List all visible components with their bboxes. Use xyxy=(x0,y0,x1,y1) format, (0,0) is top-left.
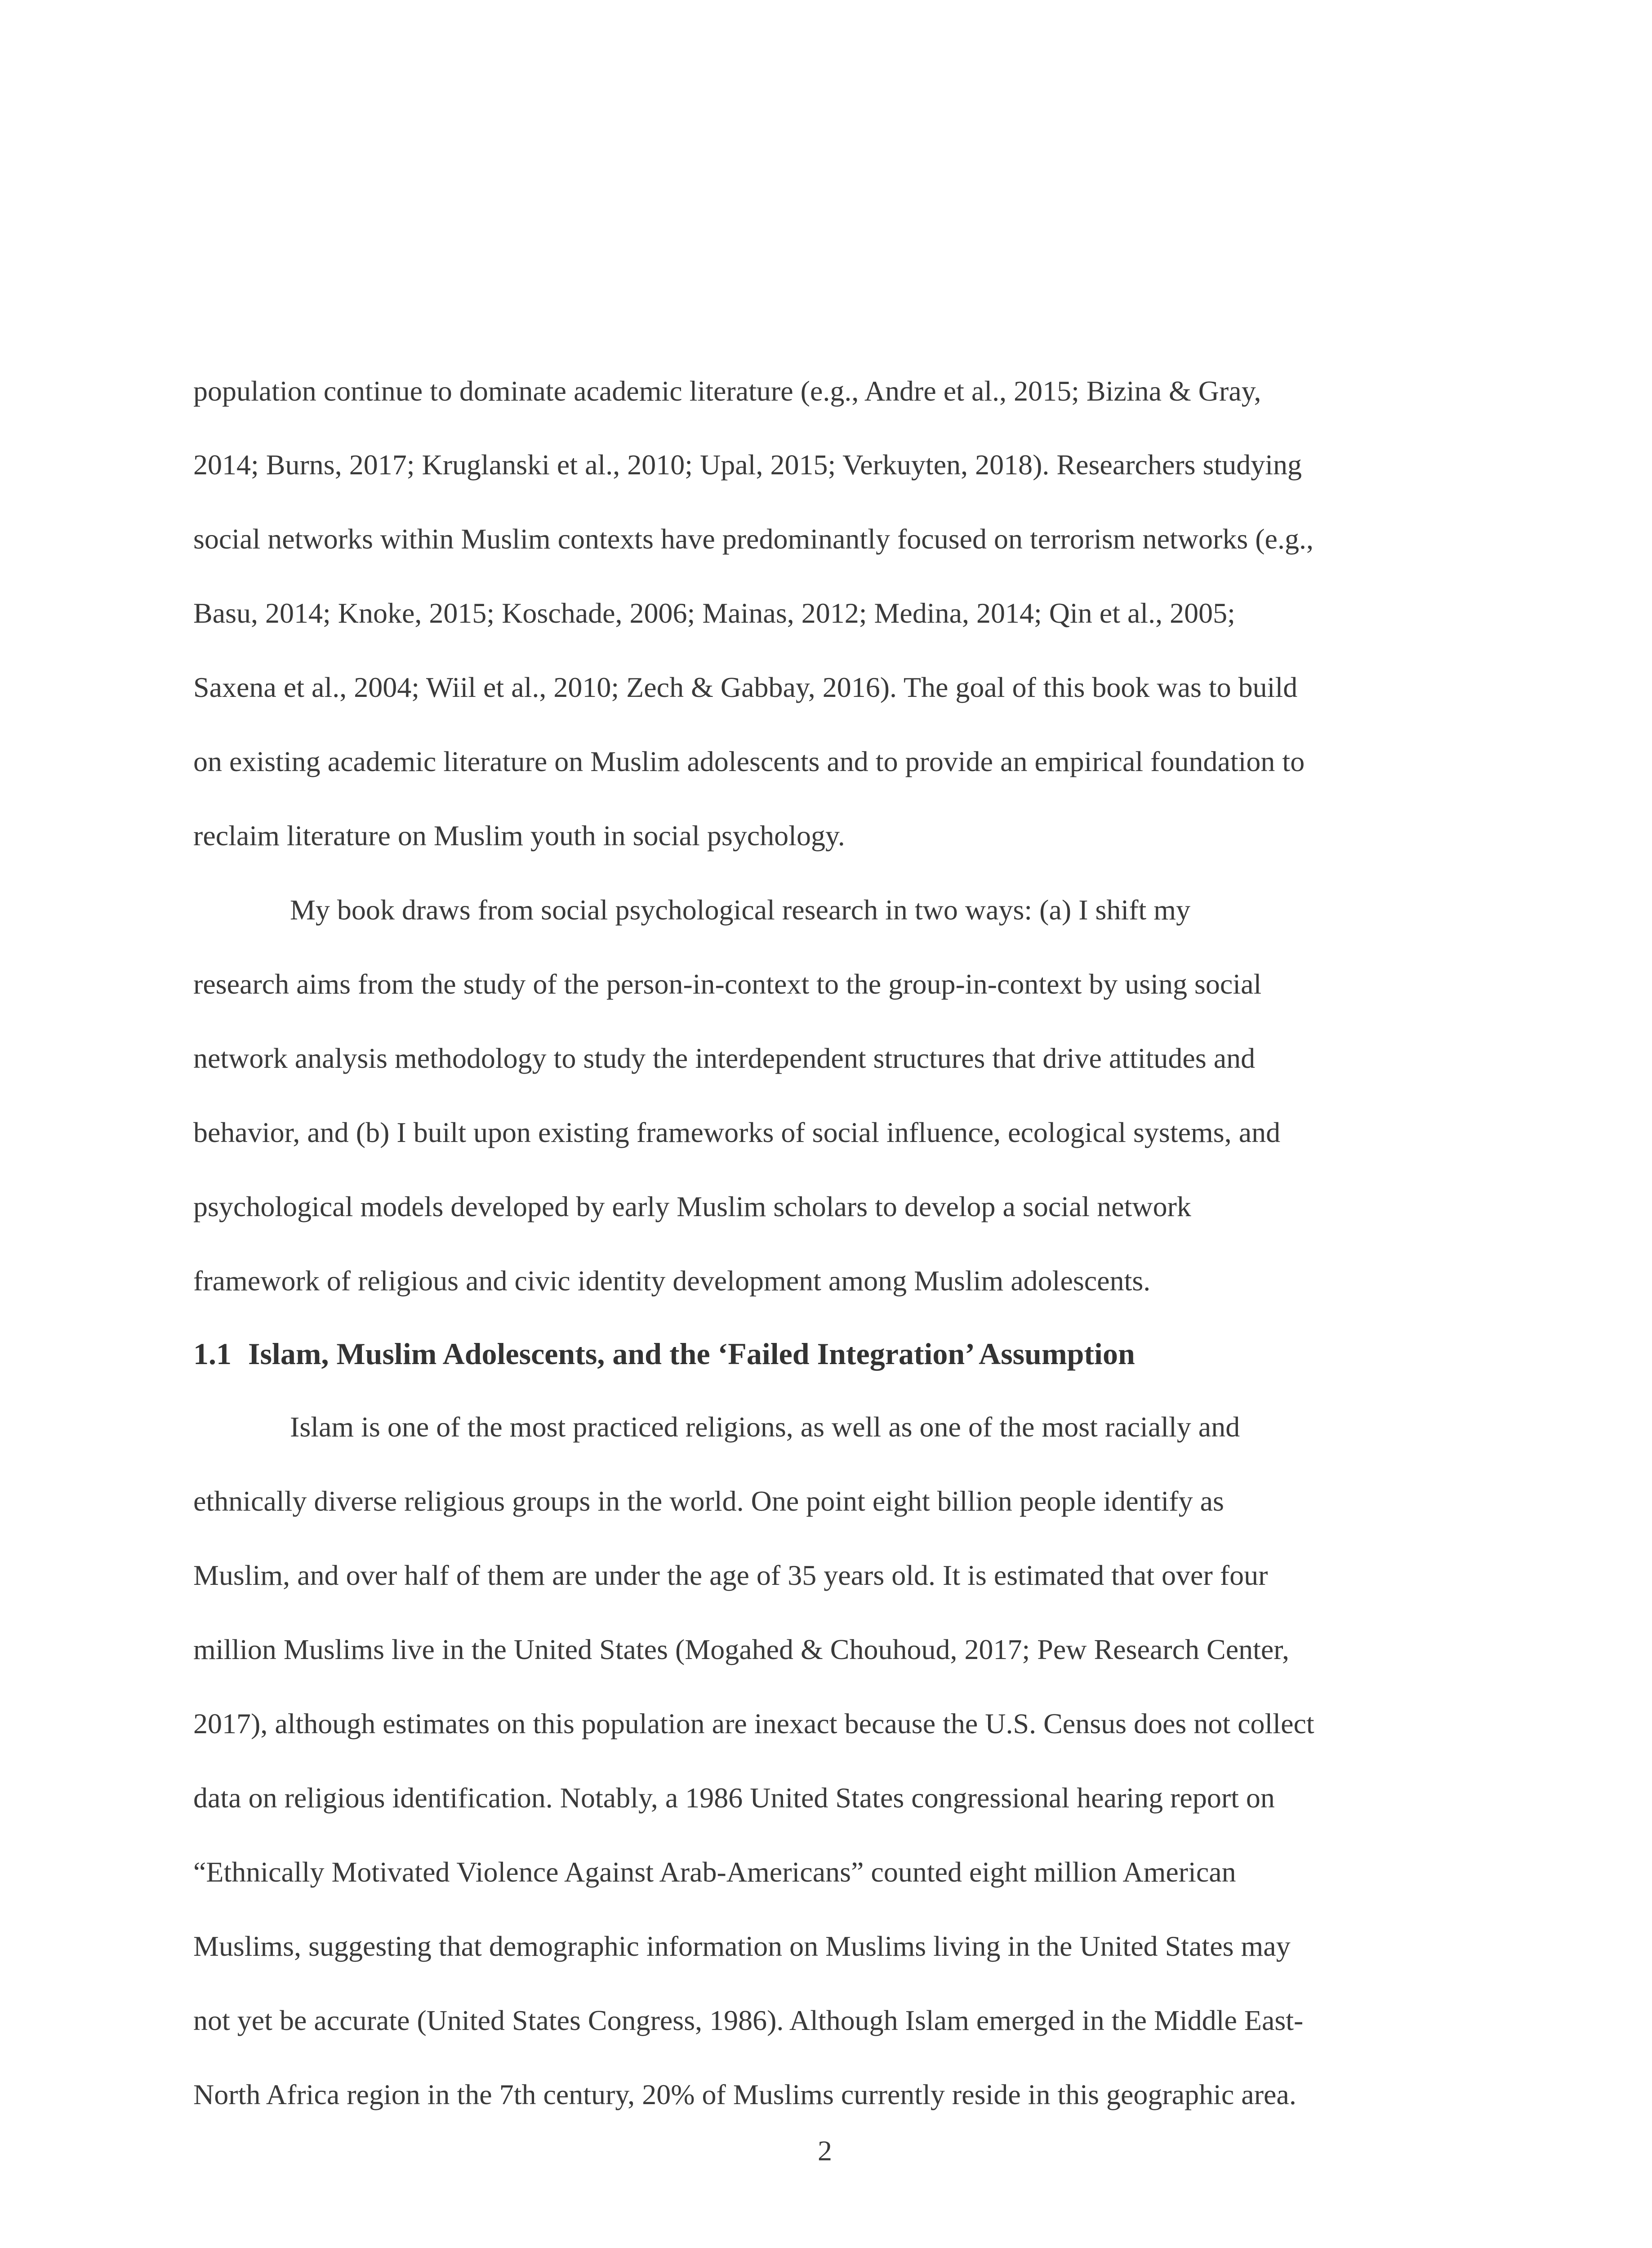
paragraph-1-line-1: population continue to dominate academic literature (e.g., Andre et al., 2015; Bizina & Gray, xyxy=(193,375,1261,407)
paragraph-3-line-4: million Muslims live in the United States (Mogahed & Chouhoud, 2017; Pew Research Center, xyxy=(193,1633,1290,1665)
paragraph-2-line-4: behavior, and (b) I built upon existing frameworks of social influence, ecological systems, and xyxy=(193,1116,1281,1148)
paragraph-1-line-4: Basu, 2014; Knoke, 2015; Koschade, 2006; Mainas, 2012; Medina, 2014; Qin et al., 2005; xyxy=(193,597,1235,629)
paragraph-1-line-2: 2014; Burns, 2017; Kruglanski et al., 2010; Upal, 2015; Verkuyten, 2018). Researchers studying xyxy=(193,449,1302,481)
paragraph-3-line-10: North Africa region in the 7th century, 20% of Muslims currently reside in this geographic area. xyxy=(193,2079,1296,2110)
paragraph-3-line-6: data on religious identification. Notably, a 1986 United States congressional hearing report on xyxy=(193,1782,1275,1814)
paragraph-1-line-6: on existing academic literature on Muslim adolescents and to provide an empirical foundation to xyxy=(193,745,1305,777)
paragraph-2-line-6: framework of religious and civic identity development among Muslim adolescents. xyxy=(193,1265,1151,1297)
paragraph-3-line-5: 2017), although estimates on this population are inexact because the U.S. Census does not collect xyxy=(193,1708,1314,1740)
section-heading xyxy=(193,1338,1135,1369)
paragraph-2-line-2: research aims from the study of the person-in-context to the group-in-context by using social xyxy=(193,968,1262,1000)
paragraph-3-line-8: Muslims, suggesting that demographic information on Muslims living in the United States may xyxy=(193,1930,1291,1962)
paragraph-1-line-3: social networks within Muslim contexts have predominantly focused on terrorism networks (e.g., xyxy=(193,523,1314,555)
paragraph-2-line-1: My book draws from social psychological research in two ways: (a) I shift my xyxy=(290,894,1191,926)
page-number: 2 xyxy=(818,2135,832,2167)
paragraph-3-line-3: Muslim, and over half of them are under the age of 35 years old. It is estimated that over four xyxy=(193,1559,1268,1591)
paragraph-1-line-7: reclaim literature on Muslim youth in social psychology. xyxy=(193,820,845,852)
section-number: 1.1 xyxy=(193,1337,232,1371)
paragraph-3-line-2: ethnically diverse religious groups in the world. One point eight billion people identify as xyxy=(193,1485,1224,1517)
paragraph-3-line-9: not yet be accurate (United States Congress, 1986). Although Islam emerged in the Middle East- xyxy=(193,2004,1304,2036)
paragraph-3-line-7: “Ethnically Motivated Violence Against Arab-Americans” counted eight million American xyxy=(193,1856,1236,1888)
section-title: Islam, Muslim Adolescents, and the ‘Failed Integration’ Assumption xyxy=(248,1337,1135,1371)
paragraph-2-line-5: psychological models developed by early Muslim scholars to develop a social network xyxy=(193,1191,1191,1222)
paragraph-2-line-3: network analysis methodology to study the interdependent structures that drive attitudes and xyxy=(193,1042,1256,1074)
paragraph-1-line-5: Saxena et al., 2004; Wiil et al., 2010; Zech & Gabbay, 2016). The goal of this book was to build xyxy=(193,671,1298,703)
paragraph-3-line-1: Islam is one of the most practiced religions, as well as one of the most racially and xyxy=(290,1411,1240,1443)
